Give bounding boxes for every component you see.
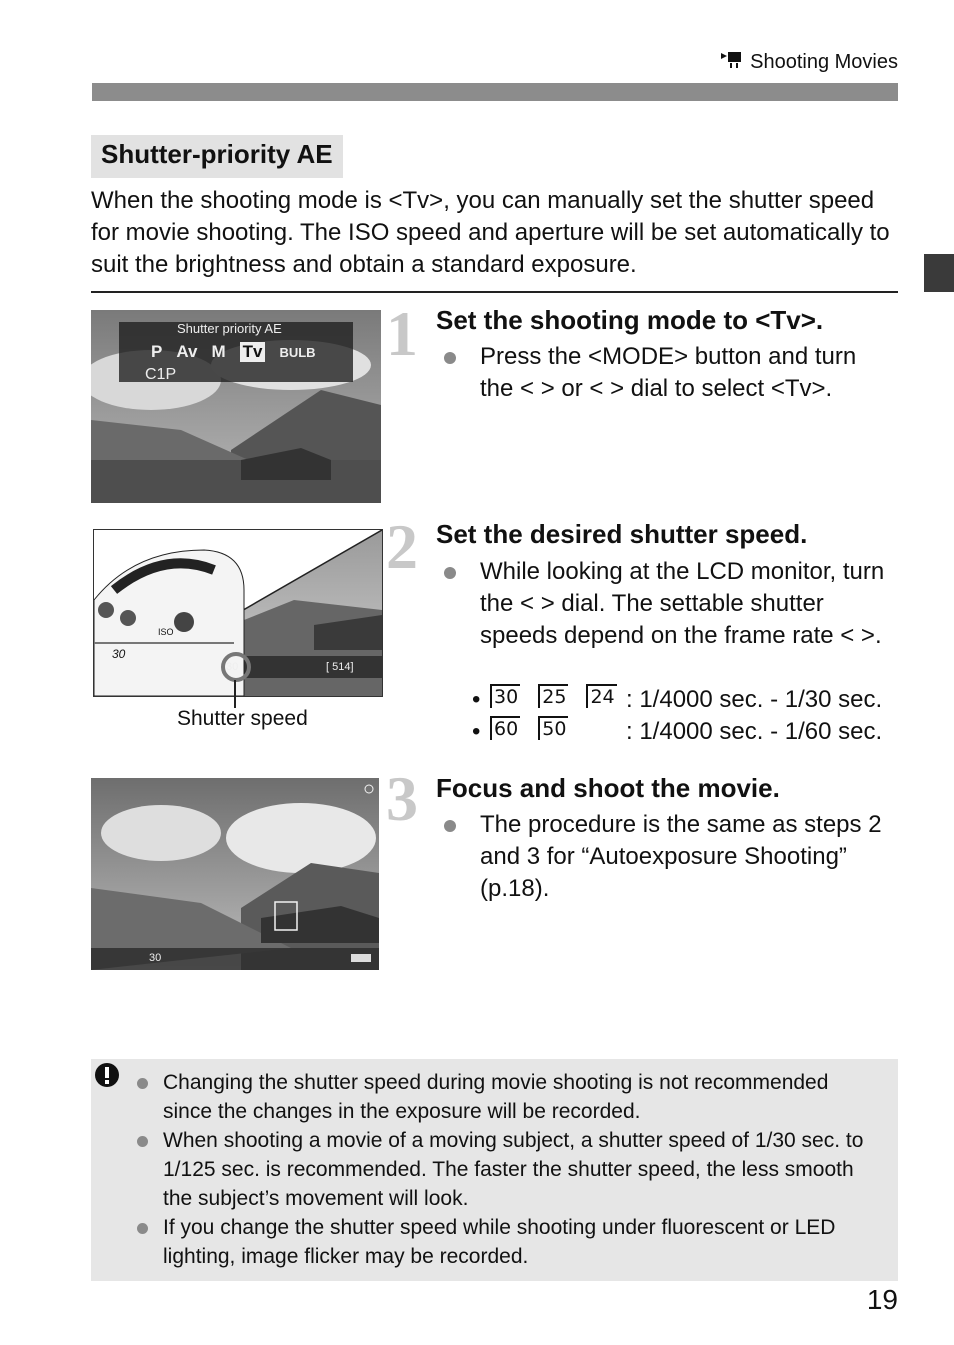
rate-row-1: • 30 25 24 : 1/4000 sec. - 1/30 sec. <box>472 686 883 713</box>
section-label: Shooting Movies <box>750 50 898 73</box>
mode-m: M <box>211 342 226 361</box>
bullet-dot <box>444 820 456 832</box>
caution-box <box>91 1059 898 1281</box>
bullet-dot <box>444 352 456 364</box>
shutter-speed-readout: 30 <box>149 952 162 964</box>
chapter-tab <box>924 254 954 292</box>
mode-tv: Tv <box>240 342 266 362</box>
shutter-speed-readout: 30 <box>226 661 239 673</box>
mode-av: Av <box>176 342 198 361</box>
bullet-dot <box>137 1136 148 1147</box>
step1-screen-image <box>91 310 381 503</box>
iso-label: ISO <box>158 627 174 637</box>
step2-screen-image <box>93 529 383 697</box>
step-number-3: 3 <box>386 763 418 834</box>
bullet-dot <box>137 1078 148 1089</box>
step1-title: Set the shooting mode to <Tv>. <box>436 305 824 335</box>
leader-line <box>234 680 236 708</box>
mode-c1: C1P <box>145 366 177 383</box>
intro-text: When the shooting mode is <Tv>, you can manually set the shutter speed for movie shooting. The ISO speed and aperture will be set automatically to suit the brightness and obtain a standard exposure. <box>91 187 890 278</box>
step3-screen-image <box>91 778 379 970</box>
frame-rate-icon: 30 25 24 <box>490 686 617 708</box>
lcd-speed: 30 <box>112 647 126 661</box>
step-number-1: 1 <box>386 298 418 369</box>
step1-bullet-text: Press the <MODE> button and turn the < > or < > dial to select <Tv>. <box>480 343 857 402</box>
running-header <box>720 50 898 74</box>
section-title: Shutter-priority AE <box>91 135 343 178</box>
rate-range-2: : 1/4000 sec. - 1/60 sec. <box>626 718 883 745</box>
mode-p: P <box>151 342 163 361</box>
rate-row-2: • 60 50 : 1/4000 sec. - 1/60 sec. <box>472 718 883 745</box>
caution-item <box>163 1126 883 1213</box>
shots-remaining: [ 514] <box>326 661 354 673</box>
divider <box>91 291 898 293</box>
page-number: 19 <box>866 1284 898 1315</box>
movie-camera-icon <box>720 50 742 74</box>
caution-item <box>163 1068 883 1126</box>
step3-title: Focus and shoot the movie. <box>436 773 780 803</box>
caution-item <box>163 1213 883 1271</box>
bullet-dot <box>444 567 456 579</box>
caution-text-1: Changing the shutter speed during movie shooting is not recommended since the changes in the exposure will be recorded. <box>163 1071 829 1123</box>
mode-row <box>151 342 316 362</box>
bullet-dot <box>137 1223 148 1234</box>
screen-heading: Shutter priority AE <box>177 321 282 336</box>
step2-bullet-text: While looking at the LCD monitor, turn the < > dial. The settable shutter speeds depend on the frame rate < >. <box>480 558 885 649</box>
caution-icon <box>95 1063 119 1092</box>
caution-text-3: If you change the shutter speed while shooting under fluorescent or LED lighting, image flicker may be recorded. <box>163 1216 836 1268</box>
caution-text-2: When shooting a movie of a moving subject, a shutter speed of 1/30 sec. to 1/125 sec. is recommended. The faster the shutter speed, the less smooth the subject’s movement will look. <box>163 1129 864 1210</box>
step3-bullet-text: The procedure is the same as steps 2 and 3 for “Autoexposure Shooting” (p.18). <box>480 811 882 902</box>
mode-bulb: BULB <box>279 345 316 360</box>
shutter-speed-caption: Shutter speed <box>177 707 308 730</box>
step-number-2: 2 <box>386 511 418 582</box>
rate-range-1: : 1/4000 sec. - 1/30 sec. <box>626 686 883 713</box>
header-bar <box>92 83 898 101</box>
frame-rate-icon: 60 50 <box>490 718 568 740</box>
step2-title: Set the desired shutter speed. <box>436 519 808 549</box>
